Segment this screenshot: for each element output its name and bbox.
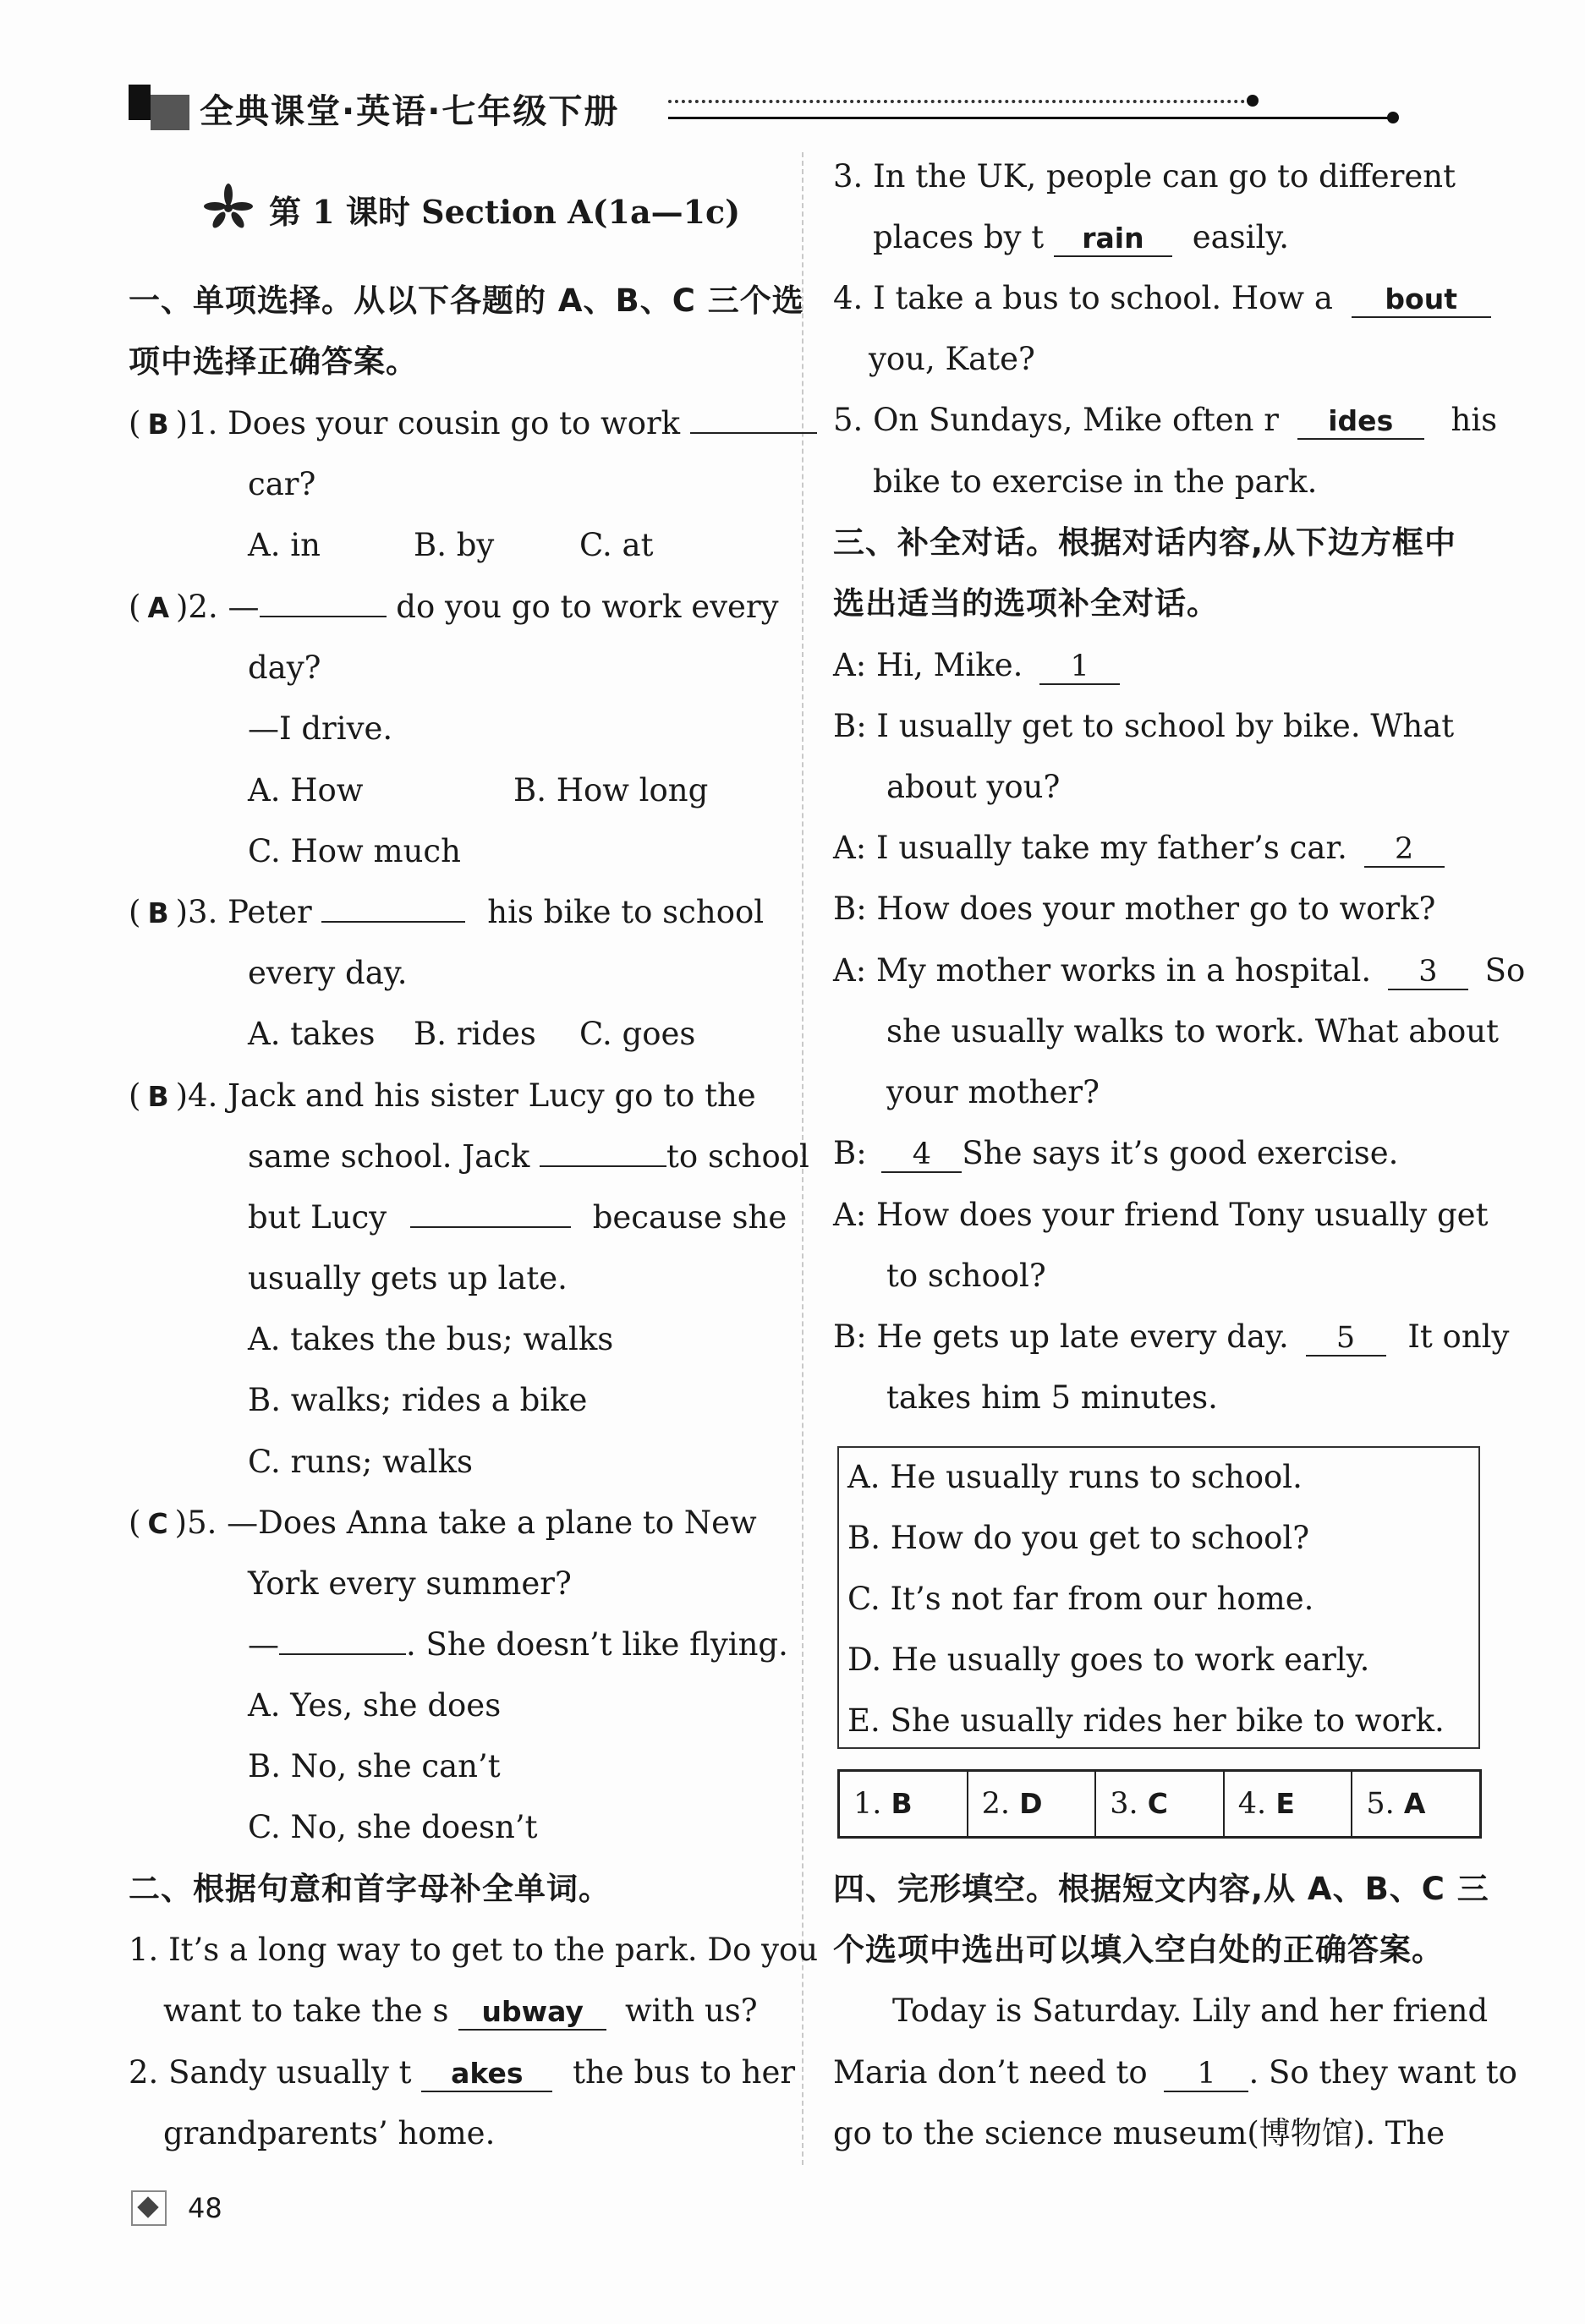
question-stem: car? xyxy=(248,466,316,502)
answer-cell: 4. E xyxy=(1225,1772,1353,1836)
answer-blank: akes xyxy=(421,2057,552,2092)
dialogue-line: to school? xyxy=(886,1258,1046,1294)
option-b: B. walks; rides a bike xyxy=(248,1382,588,1418)
question-stem: Does your cousin go to work xyxy=(228,405,681,441)
question-stem: do you go to work every xyxy=(396,589,779,625)
question-2: ( A )2. — do you go to work every xyxy=(129,589,779,625)
answer-cell: 3. C xyxy=(1096,1772,1225,1836)
fill-item-3: places by t rain easily. xyxy=(873,219,1290,255)
option-c: C. No, she doesn’t xyxy=(248,1809,538,1845)
fill-item-5: 5. On Sundays, Mike often r ides his xyxy=(833,402,1498,438)
dialogue-line: A: My mother works in a hospital. 3 So xyxy=(833,952,1526,989)
dialogue-line: B: 4 She says it’s good exercise. xyxy=(833,1135,1399,1171)
options-box xyxy=(837,1446,1480,1749)
answer-blank xyxy=(410,1226,571,1228)
dialogue-blank: 4 xyxy=(881,1137,962,1173)
question-stem: —I drive. xyxy=(248,710,393,747)
option-b: B. How long xyxy=(513,772,709,808)
dialogue-line: B: He gets up late every day. 5 It only xyxy=(833,1318,1510,1355)
question-stem: same school. Jack to school xyxy=(248,1138,809,1175)
option-d: D. He usually goes to work early. xyxy=(847,1642,1370,1678)
fill-item-3: 3. In the UK, people can go to different xyxy=(833,158,1456,195)
dialogue-blank: 3 xyxy=(1388,955,1468,990)
dialogue-line: takes him 5 minutes. xyxy=(886,1379,1218,1416)
part3-heading: 三、补全对话。根据对话内容,从下边方框中 xyxy=(833,524,1457,561)
answer-mark: C xyxy=(147,1507,168,1540)
dialogue-blank: 5 xyxy=(1306,1321,1386,1357)
question-4: ( B )4. Jack and his sister Lucy go to the xyxy=(129,1077,756,1114)
question-stem: day? xyxy=(248,650,321,686)
answer-cell: 1. B xyxy=(840,1772,968,1836)
page-number: 48 xyxy=(188,2192,222,2224)
answer-mark: B xyxy=(147,408,169,441)
fill-item-4: 4. I take a bus to school. How a bout xyxy=(833,279,1491,318)
question-stem: York every summer? xyxy=(248,1565,572,1602)
question-5: ( C )5. —Does Anna take a plane to New xyxy=(129,1505,757,1541)
part1-heading: 一、单项选择。从以下各题的 A、B、C 三个选 xyxy=(129,282,804,319)
option-a: A. Yes, she does xyxy=(248,1687,502,1724)
option-c: C. goes xyxy=(579,1016,696,1052)
answer-blank xyxy=(260,616,387,617)
fill-item-2: 2. Sandy usually t akes the bus to her xyxy=(129,2054,796,2091)
header-title: 全典课堂·英语·七年级下册 xyxy=(200,92,620,131)
question-stem: his bike to school xyxy=(487,894,765,930)
option-a: A. takes xyxy=(248,1016,376,1052)
fill-item-4: you, Kate? xyxy=(869,341,1035,377)
option-b: B. rides xyxy=(414,1016,536,1052)
option-a: A. takes the bus; walks xyxy=(248,1321,614,1357)
dialogue-line: B: How does your mother go to work? xyxy=(833,891,1436,927)
part4-heading: 个选项中选出可以填入空白处的正确答案。 xyxy=(833,1932,1444,1968)
passage-line: go to the science museum(博物馆). The xyxy=(833,2115,1445,2151)
answer-blank: ides xyxy=(1297,404,1424,440)
dialogue-blank: 1 xyxy=(1039,650,1120,685)
dialogue-line: A: Hi, Mike. 1 xyxy=(833,646,1120,685)
answer-mark: A xyxy=(147,591,169,624)
dialogue-line: your mother? xyxy=(886,1074,1100,1110)
header-dot xyxy=(1387,112,1399,123)
fill-item-5: bike to exercise in the park. xyxy=(873,463,1318,500)
diamond-icon xyxy=(131,2190,167,2226)
option-c: C. at xyxy=(579,527,654,563)
question-stem: —Does Anna take a plane to New xyxy=(227,1505,757,1541)
answer-blank xyxy=(279,1653,406,1655)
question-1: ( B )1. Does your cousin go to work xyxy=(129,404,817,444)
dialogue-blank: 2 xyxy=(1364,832,1445,868)
passage-line: Today is Saturday. Lily and her friend xyxy=(892,1992,1489,2029)
answer-blank xyxy=(321,921,465,923)
answer-mark: B xyxy=(147,896,169,929)
header-dotted-rule xyxy=(668,100,1252,103)
option-e: E. She usually rides her bike to work. xyxy=(847,1702,1445,1739)
fill-item-1: want to take the s ubway with us? xyxy=(163,1992,758,2029)
passage-line: Maria don’t need to 1 . So they want to xyxy=(833,2054,1517,2091)
option-b: B. No, she can’t xyxy=(248,1748,501,1784)
fill-item-2: grandparents’ home. xyxy=(163,2115,496,2151)
answer-blank xyxy=(690,432,817,434)
question-stem: Jack and his sister Lucy go to the xyxy=(228,1077,756,1114)
question-stem: — . She doesn’t like flying. xyxy=(248,1626,788,1663)
question-stem: every day. xyxy=(248,955,408,991)
option-c: C. How much xyxy=(248,833,461,869)
dialogue-line: A: I usually take my father’s car. 2 xyxy=(833,829,1445,868)
part4-heading: 四、完形填空。根据短文内容,从 A、B、C 三 xyxy=(833,1871,1489,1907)
option-a: A. How xyxy=(248,772,364,808)
option-b: B. by xyxy=(414,527,495,563)
lesson-title: 第 1 课时 Section A(1a—1c) xyxy=(269,193,741,231)
dialogue-line: A: How does your friend Tony usually get xyxy=(833,1197,1489,1233)
question-3: ( B )3. Peter his bike to school xyxy=(129,894,765,930)
part3-heading: 选出适当的选项补全对话。 xyxy=(833,585,1219,622)
question-stem: but Lucy because she xyxy=(248,1199,787,1236)
dialogue-line: B: I usually get to school by bike. What xyxy=(833,708,1455,744)
option-a: A. in xyxy=(248,527,321,563)
dialogue-line: she usually walks to work. What about xyxy=(886,1013,1499,1050)
header-block-mark xyxy=(129,85,151,120)
question-stem: usually gets up late. xyxy=(248,1260,568,1296)
part2-heading: 二、根据句意和首字母补全单词。 xyxy=(129,1871,611,1907)
header-rule xyxy=(668,117,1392,119)
header-dot xyxy=(1247,95,1259,107)
answer-cell: 2. D xyxy=(968,1772,1097,1836)
answer-cell: 5. A xyxy=(1366,1787,1426,1821)
option-c: C. It’s not far from our home. xyxy=(847,1581,1314,1617)
answer-blank xyxy=(540,1165,666,1167)
answer-blank: ubway xyxy=(458,1995,606,2031)
answer-table xyxy=(837,1769,1482,1839)
option-a: A. He usually runs to school. xyxy=(847,1459,1303,1495)
option-c: C. runs; walks xyxy=(248,1444,474,1480)
fill-item-1: 1. It’s a long way to get to the park. Do you xyxy=(129,1932,819,1968)
passage-blank: 1 xyxy=(1164,2057,1248,2092)
leaf-icon xyxy=(203,183,254,233)
header-block-mark-shadow xyxy=(151,95,189,130)
answer-blank: bout xyxy=(1352,282,1491,318)
answer-blank: rain xyxy=(1054,222,1172,257)
part1-heading: 项中选择正确答案。 xyxy=(129,343,418,380)
answer-mark: B xyxy=(147,1080,169,1113)
dialogue-line: about you? xyxy=(886,769,1061,805)
option-b: B. How do you get to school? xyxy=(847,1520,1310,1556)
